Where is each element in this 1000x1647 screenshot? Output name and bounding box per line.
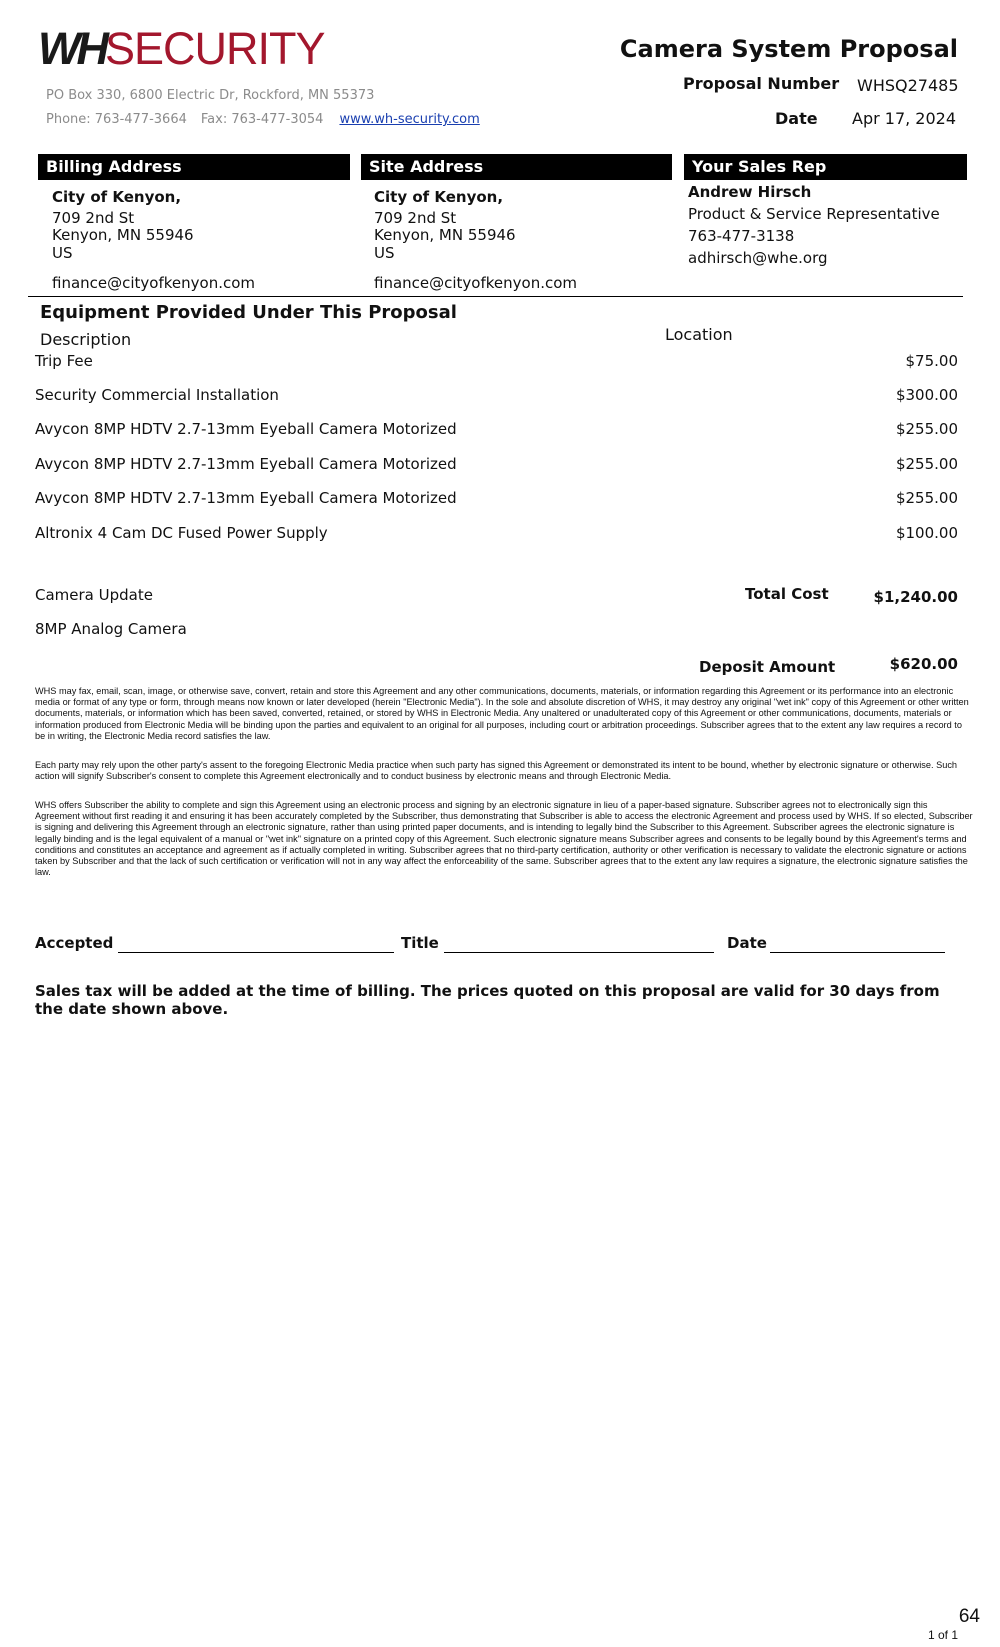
site-city: Kenyon, MN 55946	[374, 226, 516, 244]
line-item-description: Avycon 8MP HDTV 2.7-13mm Eyeball Camera Motorized	[35, 455, 457, 473]
equipment-title: Equipment Provided Under This Proposal	[40, 302, 457, 323]
site-address-header: Site Address	[361, 154, 672, 180]
line-item-price: $255.00	[895, 455, 958, 473]
page-number: 1 of 1	[927, 1628, 958, 1642]
proposal-number-value: WHSQ27485	[857, 76, 959, 95]
legal-paragraph-electronic-signature: WHS offers Subscriber the ability to complete and sign this Agreement using an electronic process and signing by an electronic signature in lieu of a paper-based signature. Subscriber agrees not to electronically sign this Agreement without first reading it and ensuring it has been accurately completed by the Subscriber, thus demonstrating that Subscriber is able to access the electronic Agreement and process used by WHS. If so elected, Subscriber is signing and delivering this Agreement through an electronic signature, rather than using printed paper documents, and is intending to legally bind the Subscriber to this Agreement. Subscriber agrees the electronic signature is legally binding and is the legal equivalent of a manual or "wet ink" signature on a printed copy of this Agreement. Such electronic signature means Subscriber agrees and consents to be legally bound by this Agreement's terms and conditions and constitutes an acceptance and agreement as if actually completed in writing. Subscriber agrees that no third-party certification, authority or other verification is necessary to validate the electronic signature or actions taken by Subscriber and that the lack of such certification or verification will not in any way affect the enforceability of the same. Subscriber agrees that to the extent any law requires a signature, the electronic signature satisfies the law.	[35, 800, 973, 878]
billing-city: Kenyon, MN 55946	[52, 226, 194, 244]
legal-paragraph-electronic-media: WHS may fax, email, scan, image, or otherwise save, convert, retain and store this Agreement and any other communications, documents, materials, or information regarding this Agreement or its performance into an electronic media or format of any type or form, through means now known or later developed (herein "Electronic Media"). In the sole and absolute discretion of WHS, it may destroy any original "wet ink" copy of this Agreement or other written documents, materials, or information which has been saved, converted, retained, or stored by WHS in Electronic Media. Any unaltered or unadulterated copy of this Agreement or other communications, documents, materials or information produced from Electronic Media will be binding upon the parties and equivalent to an original for all purposes, including court or arbitration proceedings. Subscriber agrees that to the extent any law requires a record to be in writing, the Electronic Media record satisfies the law.	[35, 686, 969, 741]
title-signature-line[interactable]	[444, 952, 714, 953]
date-signature-label: Date	[727, 934, 767, 952]
proposal-number-label: Proposal Number	[683, 74, 840, 93]
site-email: finance@cityofkenyon.com	[374, 274, 578, 292]
accepted-signature-line[interactable]	[118, 952, 394, 953]
title-label: Title	[401, 934, 439, 952]
site-address	[374, 189, 516, 262]
line-item-price: $255.00	[895, 489, 958, 507]
line-item-description: Trip Fee	[35, 352, 93, 370]
site-name: City of Kenyon,	[374, 188, 504, 206]
site-street: 709 2nd St	[374, 208, 457, 227]
company-logo	[38, 24, 325, 74]
legal-paragraph-assent: Each party may rely upon the other party's assent to the foregoing Electronic Media practice when such party has signed this Agreement or demonstrated its intent to be bound, whether by electronic signature or otherwise. Such action will signify Subscriber's consent to complete this Agreement electronically and to conduct business by electronic means and through Electronic Media.	[35, 760, 958, 782]
logo-wh: WH	[38, 23, 105, 74]
billing-name: City of Kenyon,	[52, 188, 182, 206]
company-fax: Fax: 763-477-3054	[200, 112, 324, 127]
section-divider	[28, 296, 963, 297]
billing-address	[52, 189, 194, 262]
proposal-number-row	[683, 74, 839, 93]
sales-rep-info	[688, 181, 940, 269]
camera-update-note: Camera Update	[35, 586, 153, 604]
sales-tax-note: Sales tax will be added at the time of billing. The prices quoted on this proposal are valid for 30 days from the date shown above.	[35, 982, 940, 1018]
date-label: Date	[775, 109, 818, 128]
company-contact	[46, 84, 480, 132]
line-item-price: $300.00	[895, 386, 958, 404]
line-item-description: Altronix 4 Cam DC Fused Power Supply	[35, 524, 328, 542]
company-website-link[interactable]: www.wh-security.com	[339, 112, 480, 127]
billing-country: US	[52, 243, 73, 262]
site-country: US	[374, 243, 395, 262]
billing-address-header: Billing Address	[38, 154, 350, 180]
company-phone: Phone: 763-477-3664	[46, 112, 187, 127]
line-item-description: Security Commercial Installation	[35, 386, 279, 404]
total-cost-value: $1,240.00	[873, 588, 958, 606]
line-item-price: $100.00	[895, 524, 958, 542]
line-item-price: $75.00	[905, 352, 958, 370]
line-item-description: Avycon 8MP HDTV 2.7-13mm Eyeball Camera Motorized	[35, 489, 457, 507]
signature-row	[35, 934, 955, 956]
sales-rep-title: Product & Service Representative	[688, 205, 940, 223]
billing-email: finance@cityofkenyon.com	[52, 274, 256, 292]
sales-rep-phone: 763-477-3138	[688, 227, 795, 245]
location-column-header: Location	[665, 325, 733, 344]
sales-rep-name: Andrew Hirsch	[688, 183, 812, 201]
date-value: Apr 17, 2024	[852, 109, 957, 128]
accepted-label: Accepted	[35, 934, 114, 952]
sales-rep-email: adhirsch@whe.org	[688, 249, 828, 267]
deposit-amount-value: $620.00	[889, 655, 958, 673]
total-cost-label: Total Cost	[745, 585, 829, 603]
corner-number: 64	[958, 1606, 980, 1627]
deposit-amount-label: Deposit Amount	[699, 658, 836, 676]
analog-camera-note: 8MP Analog Camera	[35, 620, 187, 638]
billing-street: 709 2nd St	[52, 208, 135, 227]
description-column-header: Description	[40, 330, 132, 349]
line-item-price: $255.00	[895, 420, 958, 438]
sales-rep-header: Your Sales Rep	[684, 154, 967, 180]
logo-security: SECURITY	[104, 23, 325, 74]
document-title: Camera System Proposal	[619, 35, 958, 63]
date-signature-line[interactable]	[770, 952, 945, 953]
date-row	[775, 109, 818, 128]
line-item-description: Avycon 8MP HDTV 2.7-13mm Eyeball Camera Motorized	[35, 420, 457, 438]
company-address: PO Box 330, 6800 Electric Dr, Rockford, MN 55373	[46, 88, 375, 103]
